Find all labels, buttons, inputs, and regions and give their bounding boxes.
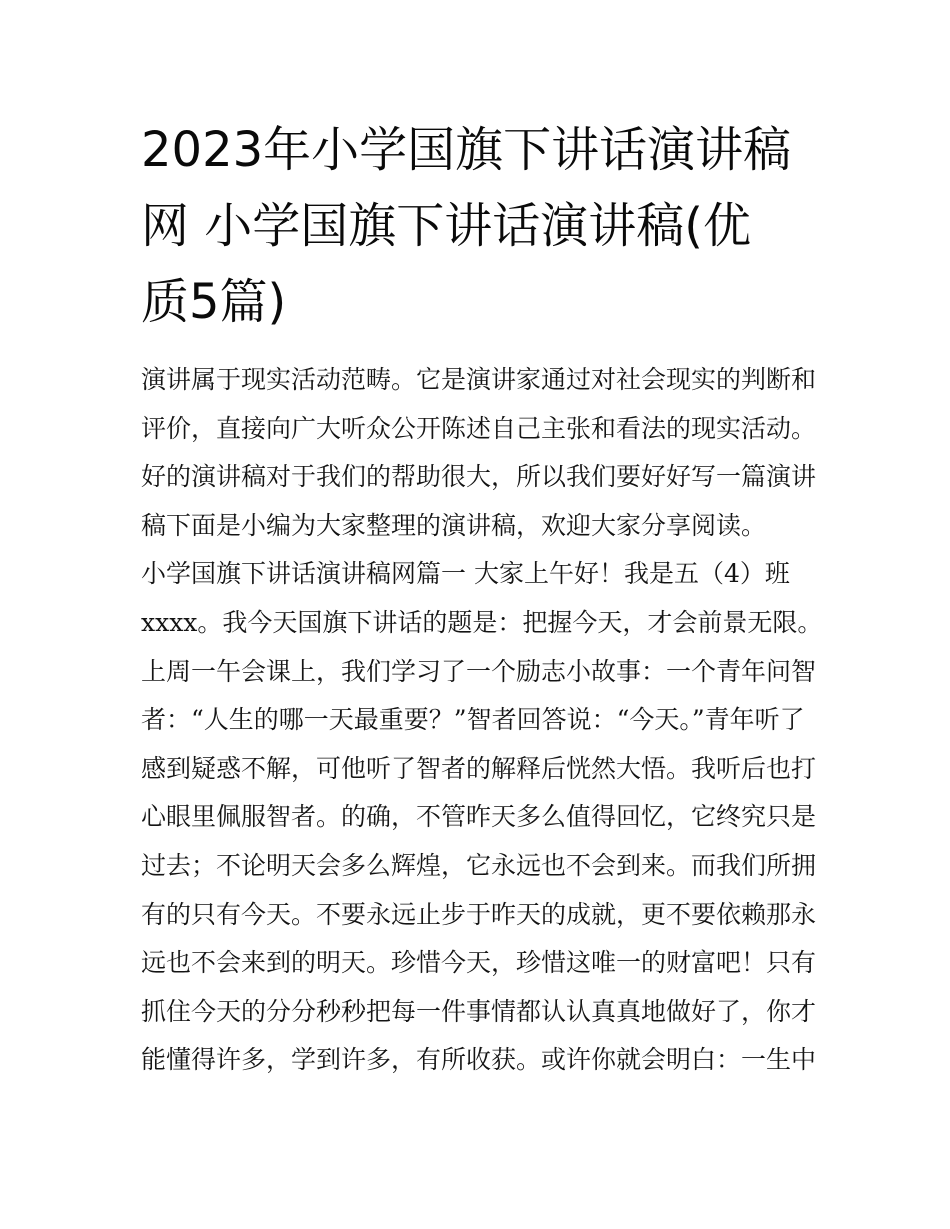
body-line: 过去；不论明天会多么辉煌，它永远也不会到来。而我们所拥 — [141, 850, 817, 880]
body-line: 评价，直接向广大听众公开陈述自己主张和看法的现实活动。 — [141, 413, 817, 443]
body-line: 心眼里佩服智者。的确，不管昨天多么值得回忆，它终究只是 — [141, 802, 817, 832]
title-line: 2023年小学国旗下讲话演讲稿 — [141, 122, 792, 178]
body-line: 能懂得许多，学到许多，有所收获。或许你就会明白：一生中 — [141, 1045, 817, 1075]
title-line: 质5篇) — [141, 274, 287, 330]
body-line: 抓住今天的分分秒秒把每一件事情都认认真真地做好了，你才 — [141, 996, 817, 1026]
document-body — [141, 356, 821, 1085]
body-line: 远也不会来到的明天。珍惜今天，珍惜这唯一的财富吧！只有 — [141, 948, 817, 978]
body-line: 感到疑惑不解，可他听了智者的解释后恍然大悟。我听后也打 — [141, 753, 817, 783]
title-line: 网 小学国旗下讲话演讲稿(优 — [141, 198, 751, 254]
body-line: 好的演讲稿对于我们的帮助很大，所以我们要好好写一篇演讲 — [141, 462, 817, 492]
body-line: 稿下面是小编为大家整理的演讲稿，欢迎大家分享阅读。 — [141, 510, 767, 540]
body-line: 有的只有今天。不要永远止步于昨天的成就，更不要依赖那永 — [141, 899, 817, 929]
body-line: xxxx。我今天国旗下讲话的题是：把握今天，才会前景无限。 — [141, 607, 823, 637]
body-line: 者：“人生的哪一天最重要？”智者回答说：“今天。”青年听了 — [141, 705, 805, 735]
body-line: 演讲属于现实活动范畴。它是演讲家通过对社会现实的判断和 — [141, 365, 817, 394]
body-line: 小学国旗下讲话演讲稿网篇一 大家上午好！我是五（4）班 — [141, 559, 790, 589]
document-title — [141, 112, 821, 340]
body-line: 上周一午会课上，我们学习了一个励志小故事：一个青年问智 — [141, 656, 817, 686]
